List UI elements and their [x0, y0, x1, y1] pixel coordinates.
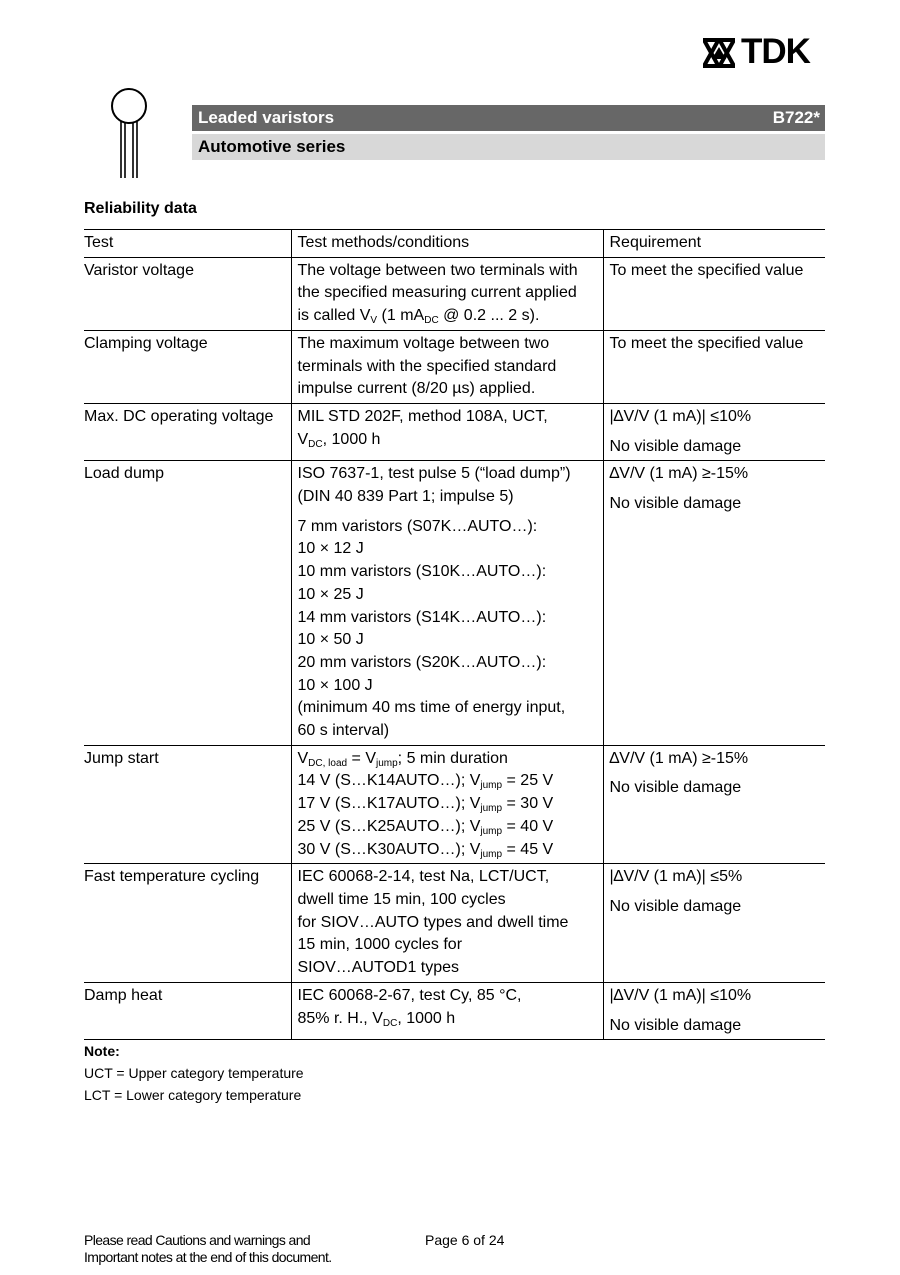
table-row: [84, 257, 825, 330]
test-method: The maximum voltage between two terminals with the specified standard impulse current (8/20 µs) applied.: [291, 330, 603, 403]
page-number: Page 6 of 24: [425, 1232, 505, 1248]
note-block: [84, 1040, 304, 1106]
table-header-row: [84, 230, 825, 258]
column-header: Requirement: [603, 230, 825, 258]
requirement: To meet the specified value: [603, 257, 825, 330]
test-method: The voltage between two terminals with the specified measuring current applied is called $V_V$ (1 $mA_{DC}$ @ 0.2 ... 2 s).: [291, 257, 603, 330]
table-row: [84, 330, 825, 403]
table-row: [84, 745, 825, 864]
test-name: Load dump: [84, 465, 165, 483]
requirement: To meet the specified value: [603, 330, 825, 403]
test-name: Clamping voltage: [84, 334, 208, 352]
varistor-drawing-icon: [108, 88, 152, 180]
note-line: UCT = Upper category temperature: [84, 1065, 304, 1081]
test-method: IEC 60068-2-67, test Cy, 85 °C, 85% r. H., $V_{DC}$, 1000 h: [291, 982, 603, 1039]
series-title: Automotive series: [198, 137, 346, 156]
tdk-emblem-icon: [703, 38, 735, 68]
test-method: IEC 60068-2-14, test Na, LCT/UCT, dwell time 15 min, 100 cycles for SIOV…AUTO types and dwell time 15 min, 1000 cycles for SIOV…AUTOD1 types: [291, 864, 603, 983]
reliability-table: [84, 229, 825, 1040]
requirement: |∆V/V (1 mA)| ≤5% No visible damage: [603, 864, 825, 983]
product-code: B722*: [772, 108, 820, 127]
test-method: MIL STD 202F, method 108A, UCT, $V_{DC}$, 1000 h: [291, 403, 603, 460]
section-title: Reliability data: [84, 200, 197, 217]
requirement: ∆V/V (1 mA) ≥-15% No visible damage: [603, 461, 825, 745]
product-title: Leaded varistors: [198, 108, 335, 127]
product-header-bar: [192, 105, 825, 131]
note-line: LCT = Lower category temperature: [84, 1087, 302, 1103]
table-row: [84, 403, 825, 460]
test-name: Varistor voltage: [84, 261, 194, 279]
test-name: Damp heat: [84, 986, 163, 1004]
requirement: |∆V/V (1 mA)| ≤10% No visible damage: [603, 982, 825, 1039]
test-method: ISO 7637-1, test pulse 5 (“load dump”) (DIN 40 839 Part 1; impulse 5) 7 mm varistors (S07K…AUTO…): 10 × 12 J 10 mm varistors (S10K…AUTO…): 10 × 25 J 14 mm varistors (S14K…AUTO…): 10 × 50 J 20 mm varistors (S20K…AUTO…): 10 × 100 J (minimum 40 ms time of energy input, 60 s interval): [291, 461, 603, 745]
tdk-logo: [703, 32, 827, 71]
series-header-bar: [192, 134, 825, 160]
requirement: ∆V/V (1 mA) ≥-15% No visible damage: [603, 745, 825, 864]
column-header: Test: [84, 234, 114, 251]
footer-disclaimer: Please read Cautions and warnings and Important notes at the end of this document.: [84, 1232, 332, 1265]
table-row: [84, 864, 825, 983]
test-name: Fast temperature cycling: [84, 868, 260, 886]
test-name: Jump start: [84, 749, 159, 767]
table-row: [84, 461, 825, 745]
brand-name: TDK: [741, 32, 810, 71]
test-method: $V_{DC, load} = V_{jump}$; 5 min duration 14 V (S…K14AUTO…); $V_{jump} = 25$ V 17 V (S…K17AUTO…); $V_{jump} = 30$ V 25 V (S…K25AUTO…); $V_{jump} = 40$ V 30 V (S…K30AUTO…); $V_{jump} = 45$ V: [291, 745, 603, 864]
requirement: |∆V/V (1 mA)| ≤10% No visible damage: [603, 403, 825, 460]
note-title: Note:: [84, 1043, 120, 1059]
table-row: [84, 982, 825, 1039]
test-name: Max. DC operating voltage: [84, 407, 274, 425]
column-header: Test methods/conditions: [291, 230, 603, 258]
